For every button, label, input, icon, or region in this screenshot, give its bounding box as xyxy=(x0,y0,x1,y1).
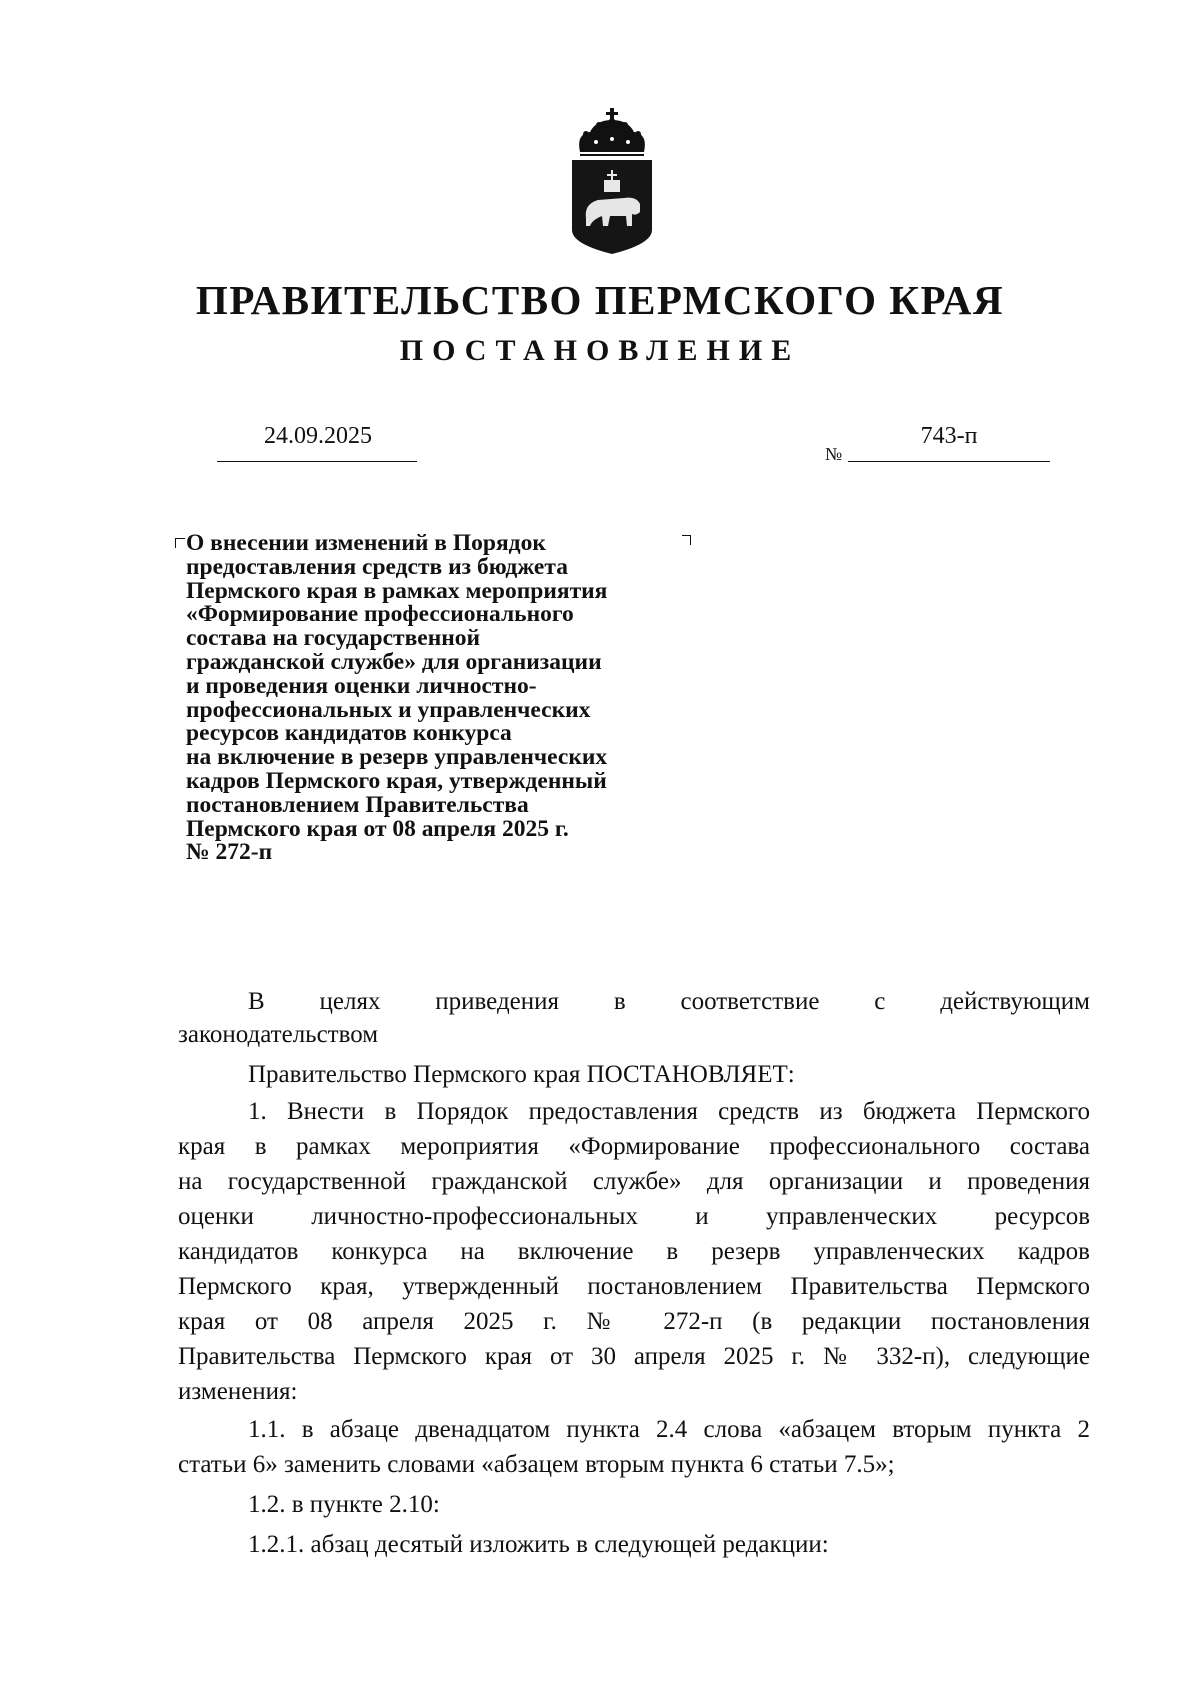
government-title: ПРАВИТЕЛЬСТВО ПЕРМСКОГО КРАЯ xyxy=(195,277,1005,323)
item-1-line: изменения: xyxy=(178,1378,298,1405)
number-underline xyxy=(848,461,1050,462)
subject-line: профессиональных и управленческих xyxy=(186,696,591,723)
subject-line: предоставления средств из бюджета xyxy=(186,553,568,580)
item-1-line: 1. Внести в Порядок предоставления средств из бюджета Пермского xyxy=(248,1098,1090,1125)
item-1-line: края в рамках мероприятия «Формирование профессионального состава xyxy=(178,1133,1090,1160)
subject-line: ресурсов кандидатов конкурса xyxy=(186,720,512,747)
resolves-line: Правительство Пермского края ПОСТАНОВЛЯЕТ: xyxy=(248,1061,795,1088)
item-1-1-line: 1.1. в абзаце двенадцатом пункта 2.4 слова «абзацем вторым пункта 2 xyxy=(248,1416,1090,1443)
subject-line: «Формирование профессионального xyxy=(186,601,574,628)
subject-line: Пермского края от 08 апреля 2025 г. xyxy=(186,815,569,842)
document-number: 743-п xyxy=(920,423,978,449)
item-1-line: края от 08 апреля 2025 г. № 272-п (в редакции постановления xyxy=(178,1308,1090,1335)
document-kind-title: ПОСТАНОВЛЕНИЕ xyxy=(399,334,801,367)
subject-line: состава на государственной xyxy=(186,625,481,652)
item-1-line: Правительства Пермского края от 30 апреля 2025 г. № 332-п), следующие xyxy=(178,1343,1090,1370)
number-sign: № xyxy=(825,444,843,464)
document-subject xyxy=(186,532,706,865)
subject-line: и проведения оценки личностно- xyxy=(186,672,537,699)
preamble-line: законодательством xyxy=(178,1021,379,1048)
item-1-2-line: 1.2. в пункте 2.10: xyxy=(248,1491,440,1518)
item-1-line: Пермского края, утвержденный постановлением Правительства Пермского xyxy=(178,1273,1090,1300)
subject-line: № 272-п xyxy=(186,839,273,866)
coat-of-arms-icon xyxy=(566,108,658,258)
subject-line: на включение в резерв управленческих xyxy=(186,744,608,771)
subject-line: Пермского края в рамках мероприятия xyxy=(186,577,608,604)
item-1-2-1-line: 1.2.1. абзац десятый изложить в следующей редакции: xyxy=(248,1531,829,1558)
item-1-line: оценки личностно-профессиональных и управленческих ресурсов xyxy=(178,1203,1090,1230)
preamble-line: В целях приведения в соответствие с действующим xyxy=(248,988,1090,1015)
subject-line: постановлением Правительства xyxy=(186,791,529,818)
item-1-line: на государственной гражданской службе» для организации и проведения xyxy=(178,1168,1090,1195)
subject-line: кадров Пермского края, утвержденный xyxy=(186,767,607,794)
item-1-line: кандидатов конкурса на включение в резерв управленческих кадров xyxy=(178,1238,1090,1265)
item-1-1-line: статьи 6» заменить словами «абзацем вторым пункта 6 статьи 7.5»; xyxy=(178,1451,895,1478)
corner-bracket-left xyxy=(175,538,185,548)
subject-line: гражданской службе» для организации xyxy=(186,648,602,675)
subject-line: О внесении изменений в Порядок xyxy=(186,530,546,556)
date-underline xyxy=(217,461,417,462)
document-date: 24.09.2025 xyxy=(264,423,372,449)
